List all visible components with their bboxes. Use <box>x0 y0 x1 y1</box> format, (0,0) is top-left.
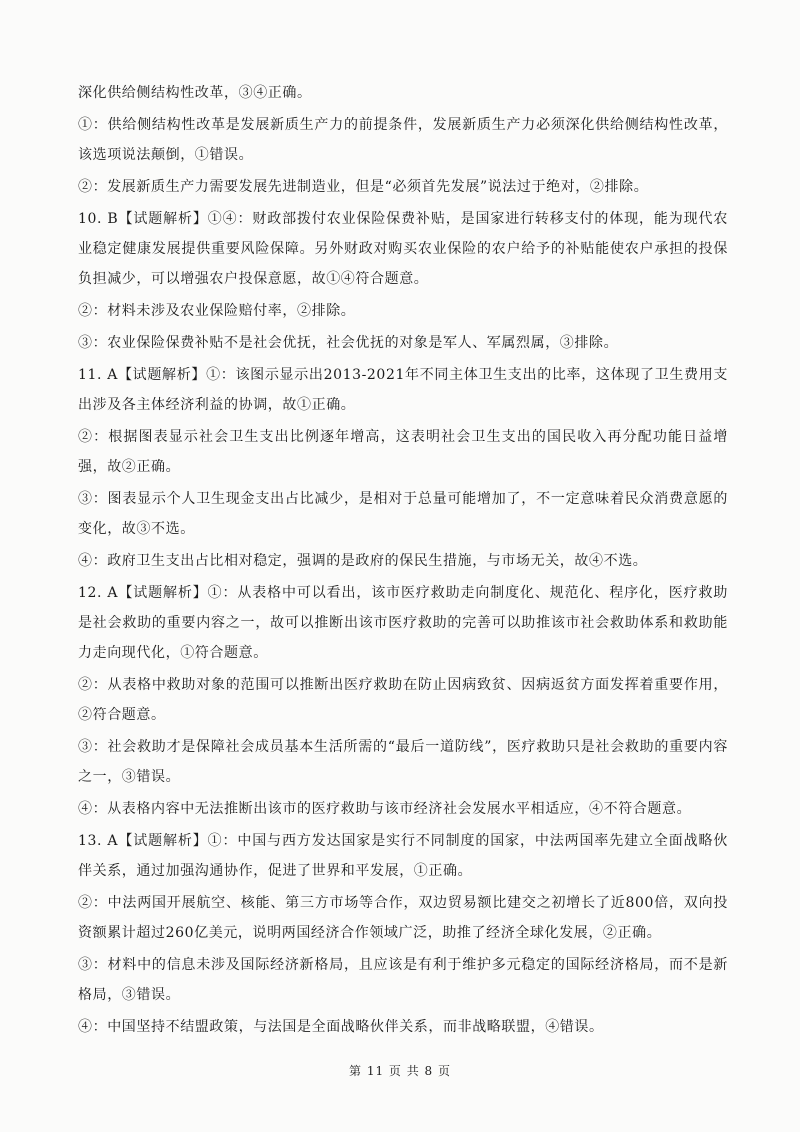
paragraph: 10. B【试题解析】①④：财政部拨付农业保险保费补贴，是国家进行转移支付的体现，能为现代农业稳定健康发展提供重要风险保障。另外财政对购买农业保险的农户给予的补贴能使农户承担的投保负担减少，可以增强农户投保意愿，故①④符合题意。 <box>78 211 728 287</box>
paragraph: ②：材料未涉及农业保险赔付率，②排除。 <box>78 303 356 319</box>
paragraph: ④：从表格内容中无法推断出该市的医疗救助与该市经济社会发展水平相适应，④不符合题意。 <box>78 801 692 817</box>
paragraph: ④：政府卫生支出占比相对稳定，强调的是政府的保民生措施，与市场无关，故④不选。 <box>78 553 648 569</box>
paragraph: ③：农业保险保费补贴不是社会优抚，社会优抚的对象是军人、军属烈属，③排除。 <box>78 335 619 351</box>
paragraph: ②：从表格中救助对象的范围可以推断出医疗救助在防止因病致贫、因病返贫方面发挥着重要作用，②符合题意。 <box>78 677 728 723</box>
paragraph: ②：根据图表显示社会卫生支出比例逐年增高，这表明社会卫生支出的国民收入再分配功能日益增强，故②正确。 <box>78 429 728 475</box>
paragraph: ③：材料中的信息未涉及国际经济新格局，且应该是有利于维护多元稳定的国际经济格局，而不是新格局，③错误。 <box>78 957 728 1003</box>
paragraph: ②：中法两国开展航空、核能、第三方市场等合作，双边贸易额比建交之初增长了近800倍，双向投资额累计超过260亿美元，说明两国经济合作领域广泛，助推了经济全球化发展，②正确。 <box>78 895 728 941</box>
paragraph: ③：社会救助才是保障社会成员基本生活所需的“最后一道防线”，医疗救助只是社会救助的重要内容之一，③错误。 <box>78 739 728 785</box>
paragraph: ④：中国坚持不结盟政策，与法国是全面战略伙伴关系，而非战略联盟，④错误。 <box>78 1019 604 1035</box>
paragraph: ②：发展新质生产力需要发展先进制造业，但是“必须首先发展”说法过于绝对，②排除。 <box>78 179 649 195</box>
paragraph: 12. A【试题解析】①：从表格中可以看出，该市医疗救助走向制度化、规范化、程序化，医疗救助是社会救助的重要内容之一，故可以推断出该市医疗救助的完善可以助推该市社会救助体系和救助能力走向现代化，①符合题意。 <box>78 585 728 661</box>
paragraph: 11. A【试题解析】①：该图示显示出2013-2021年不同主体卫生支出的比率，这体现了卫生费用支出涉及各主体经济利益的协调，故①正确。 <box>78 367 728 413</box>
paragraph: 13. A【试题解析】①：中国与西方发达国家是实行不同制度的国家，中法两国率先建立全面战略伙伴关系，通过加强沟通协作，促进了世界和平发展，①正确。 <box>78 833 728 879</box>
paragraph: ①：供给侧结构性改革是发展新质生产力的前提条件，发展新质生产力必须深化供给侧结构性改革，该选项说法颠倒，①错误。 <box>78 117 728 163</box>
paragraph: ③：图表显示个人卫生现金支出占比减少，是相对于总量可能增加了，不一定意味着民众消费意愿的变化，故③不选。 <box>78 491 728 537</box>
page-footer: 第 11 页 共 8 页 <box>349 1064 451 1078</box>
paragraph: 深化供给侧结构性改革，③④正确。 <box>78 85 312 101</box>
document-body <box>78 78 728 1044</box>
